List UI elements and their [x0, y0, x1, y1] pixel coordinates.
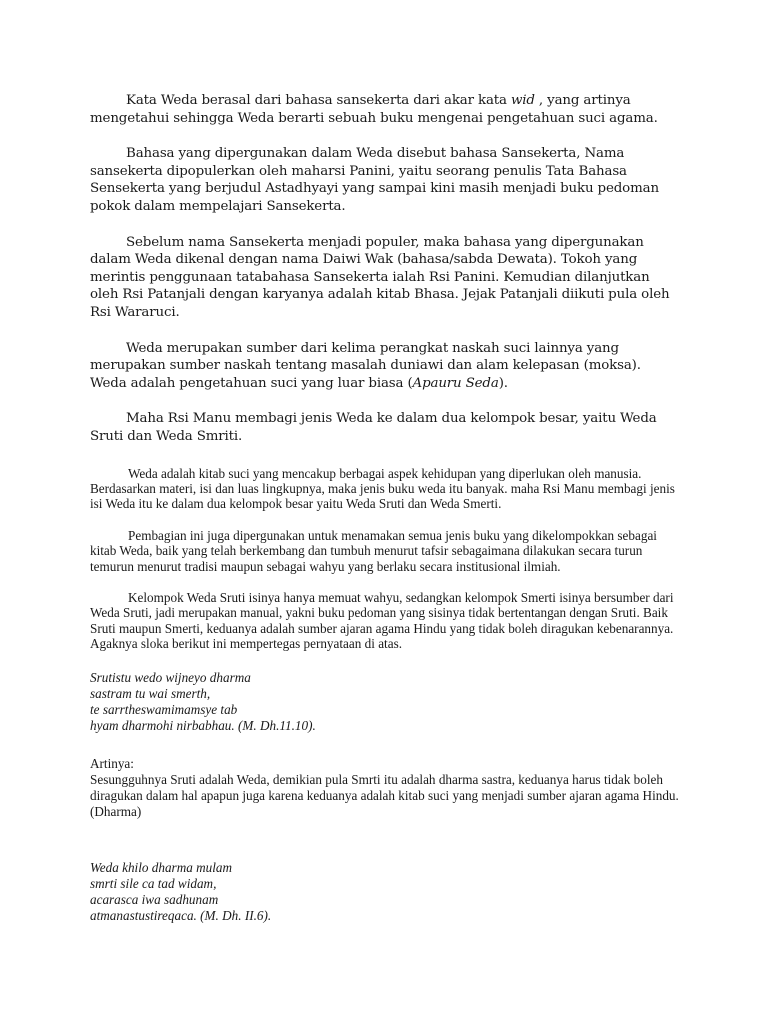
- paragraph-7: Pembagian ini juga dipergunakan untuk menamakan semua jenis buku yang dikelompokkan sebagai kitab Weda, baik yang telah berkembang dan tumbuh menurut tafsir sebagaimana dilakukan secara turun temurun menurut tradisi maupun sebagai wahyu yang berlaku secara institusional ilmiah.: [90, 527, 657, 574]
- artinya-text: Sesungguhnya Sruti adalah Weda, demikian pula Smrti itu adalah dharma sastra, keduanya harus tidak boleh diragukan dalam hal apapun juga karena keduanya adalah kitab suci yang menjadi sumber ajaran agama Hindu. (Dharma): [90, 771, 679, 819]
- sloka-line: te sarrtheswamimamsye tab: [90, 701, 238, 717]
- sloka-line: acarasca iwa sadhunam: [90, 891, 219, 907]
- sloka-line: sastram tu wai smerth,: [90, 685, 211, 701]
- paragraph-6: Weda adalah kitab suci yang mencakup berbagai aspek kehidupan yang diperlukan oleh manusia. Berdasarkan materi, isi dan luas lingkupnya, maka jenis buku weda itu banyak. maha Rsi Manu membagi jenis isi Weda itu ke dalam dua kelompok besar yaitu Weda Sruti dan Weda Smerti.: [90, 465, 675, 512]
- paragraph-1: Kata Weda berasal dari bahasa sansekerta dari akar kata wid , yang artinya mengetahui sehingga Weda berarti sebuah buku mengenai pengetahuan suci agama.: [90, 93, 658, 126]
- term-wid: wid: [510, 93, 535, 108]
- sloka-line: hyam dharmohi nirbabhau. (M. Dh.11.10).: [90, 717, 316, 733]
- sloka-line: smrti sile ca tad widam,: [90, 875, 217, 891]
- term-apauru-seda: Apauru Seda: [412, 375, 499, 391]
- artinya-label: Artinya:: [90, 755, 134, 771]
- paragraph-5: Maha Rsi Manu membagi jenis Weda ke dalam dua kelompok besar, yaitu Weda Sruti dan Weda Smriti.: [90, 411, 657, 444]
- sloka-line: Srutistu wedo wijneyo dharma: [90, 669, 251, 685]
- paragraph-3: Sebelum nama Sansekerta menjadi populer, maka bahasa yang dipergunakan dalam Weda dikenal dengan nama Daiwi Wak (bahasa/sabda Dewata). Tokoh yang merintis penggunaan tatabahasa Sansekerta ialah Rsi Panini. Kemudian dilanjutkan oleh Rsi Patanjali dengan karyanya adalah kitab Bhasa. Jejak Patanjali diikuti pula oleh Rsi Wararuci.: [90, 234, 670, 320]
- paragraph-8: Kelompok Weda Sruti isinya hanya memuat wahyu, sedangkan kelompok Smerti isinya bersumber dari Weda Sruti, jadi merupakan manual, yakni buku pedoman yang sisinya tidak bertentangan dengan Sruti. Baik Sruti maupun Smerti, keduanya adalah sumber ajaran agama Hindu yang tidak boleh diragukan kebenarannya. Agaknya sloka berikut ini mempertegas pernyataan di atas.: [90, 589, 674, 652]
- sloka-1: [90, 670, 680, 734]
- sloka-line: Weda khilo dharma mulam: [90, 859, 233, 875]
- paragraph-2: Bahasa yang dipergunakan dalam Weda disebut bahasa Sansekerta, Nama sansekerta dipopulerkan oleh maharsi Panini, yaitu seorang penulis Tata Bahasa Sensekerta yang berjudul Astadhyayi yang sampai kini masih menjadi buku pedoman pokok dalam mempelajari Sansekerta.: [90, 146, 659, 214]
- sloka-line: atmanastustireqaca. (M. Dh. II.6).: [90, 907, 272, 923]
- paragraph-4: Weda merupakan sumber dari kelima perangkat naskah suci lainnya yang merupakan sumber naskah tentang masalah duniawi dan alam kelepasan (moksa). Weda adalah pengetahuan suci yang luar biasa (Apauru Seda).: [90, 340, 641, 391]
- sloka-2: [90, 860, 680, 924]
- document-page: [90, 92, 680, 946]
